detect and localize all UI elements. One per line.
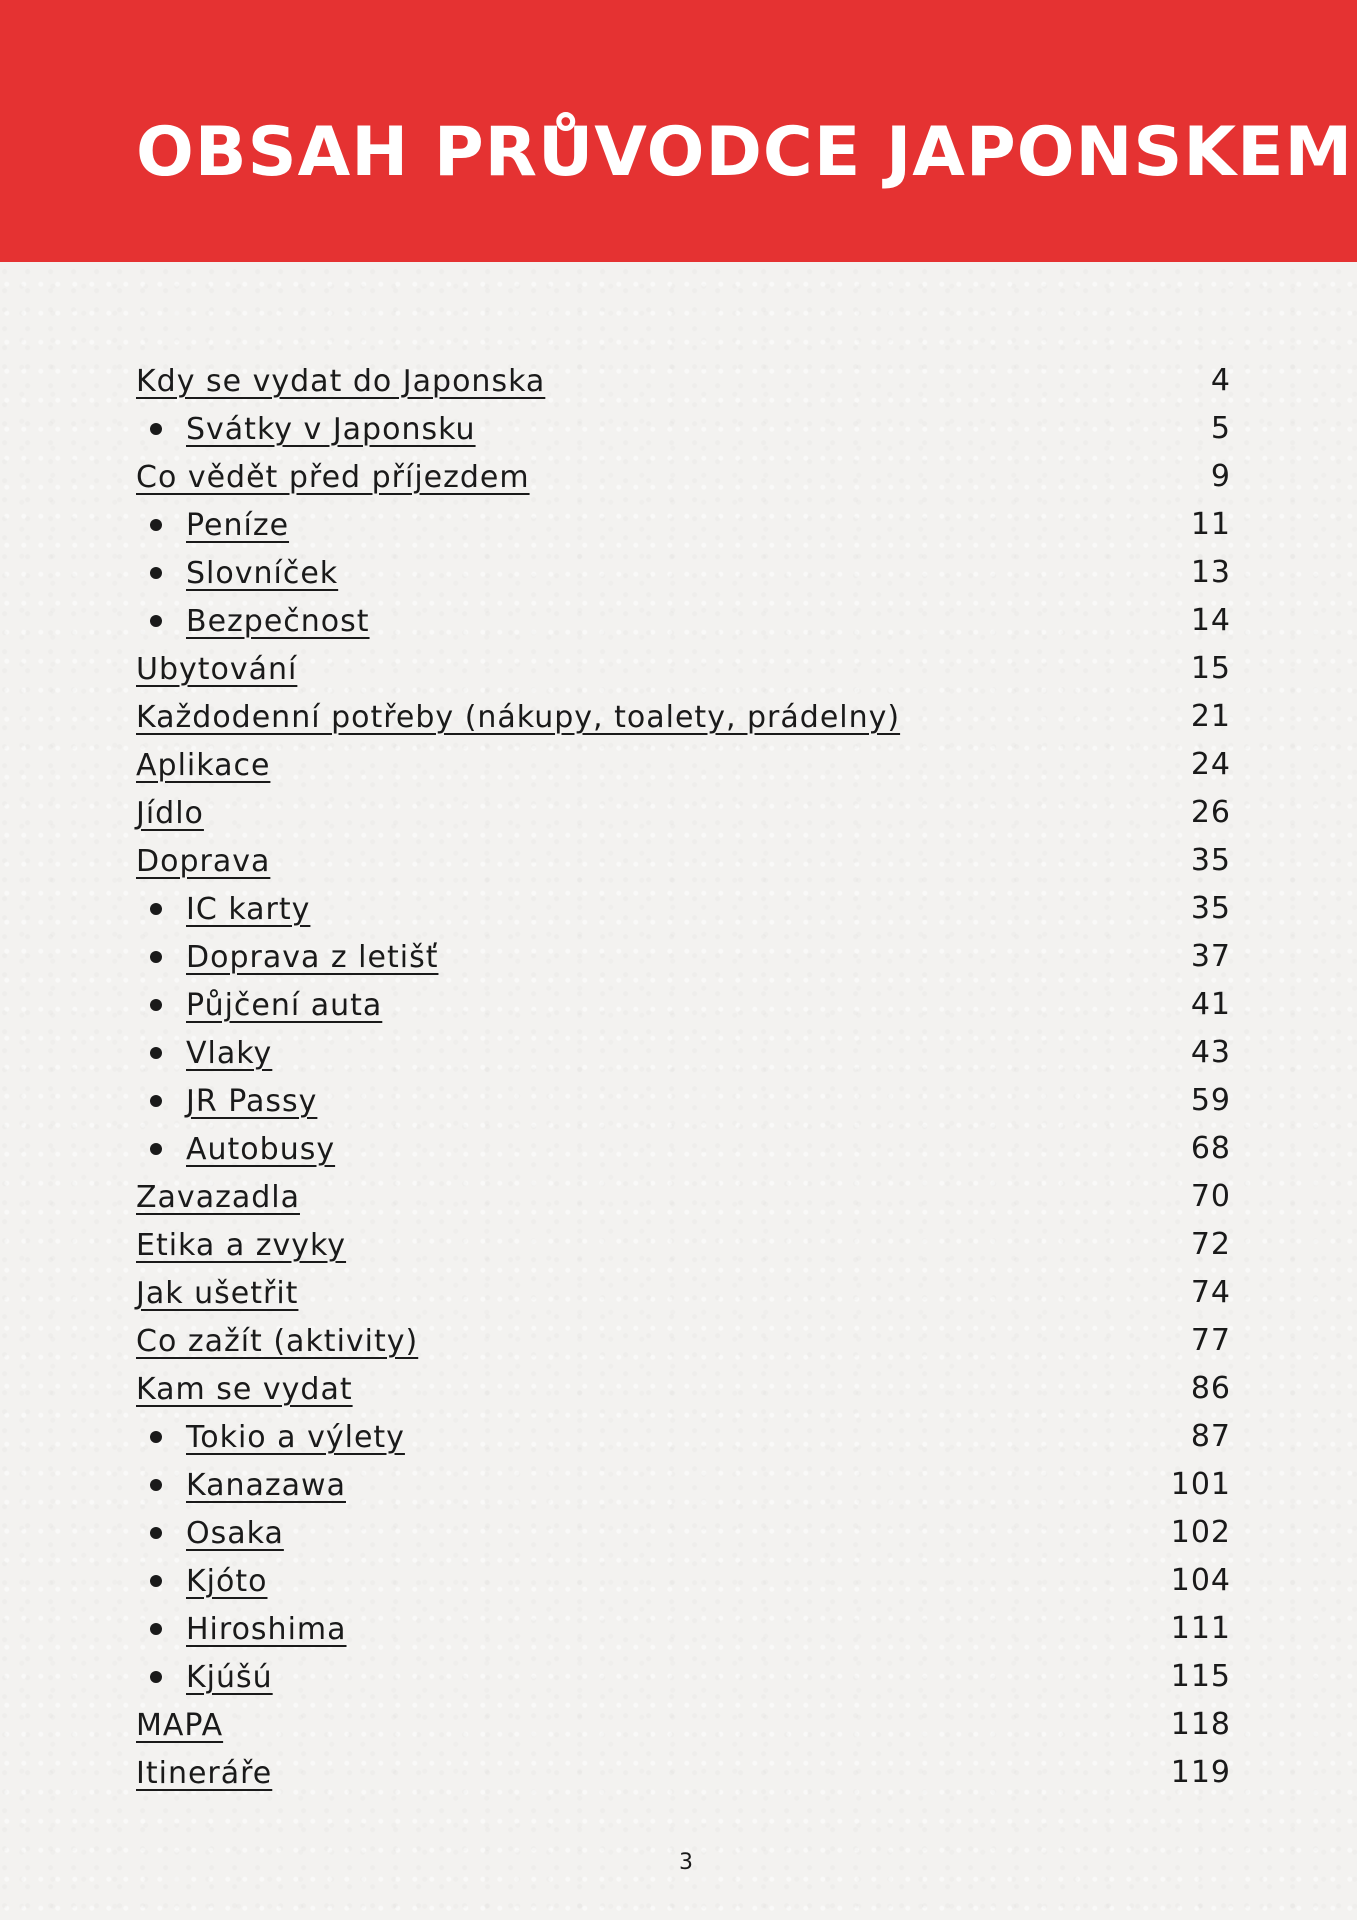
toc-page-number: 35: [1190, 891, 1231, 926]
toc-subentry: [136, 1605, 1231, 1653]
bullet-icon: [150, 999, 162, 1011]
toc-subentry: [136, 981, 1231, 1029]
toc-page-number: 86: [1190, 1371, 1231, 1406]
bullet-icon: [150, 1431, 162, 1443]
toc-link[interactable]: Aplikace: [136, 747, 271, 783]
toc-page-number: 104: [1170, 1563, 1231, 1598]
toc-entry: [136, 645, 1231, 693]
toc-link[interactable]: JR Passy: [186, 1083, 318, 1119]
toc-entry: [136, 357, 1231, 405]
toc-link[interactable]: Jídlo: [136, 795, 204, 831]
page-number: 3: [679, 1850, 693, 1875]
toc-entry: [136, 1365, 1231, 1413]
toc-page-number: 35: [1190, 843, 1231, 878]
toc-link[interactable]: Zavazadla: [136, 1179, 300, 1215]
toc-entry: [136, 693, 1231, 741]
toc-link[interactable]: Etika a zvyky: [136, 1227, 347, 1263]
toc-link[interactable]: Kam se vydat: [136, 1371, 353, 1407]
bullet-icon: [150, 951, 162, 963]
toc-link[interactable]: Co vědět před příjezdem: [136, 459, 530, 495]
toc-subentry: [136, 1413, 1231, 1461]
toc-link[interactable]: Půjčení auta: [186, 987, 383, 1023]
toc-link[interactable]: Co zažít (aktivity): [136, 1323, 419, 1359]
bullet-icon: [150, 1623, 162, 1635]
toc-subentry: [136, 885, 1231, 933]
toc-subentry: [136, 1125, 1231, 1173]
toc-entry: [136, 741, 1231, 789]
toc-entry: [136, 1173, 1231, 1221]
toc-page-number: 11: [1190, 507, 1231, 542]
toc-page-number: 111: [1170, 1611, 1231, 1646]
toc-entry: [136, 1221, 1231, 1269]
toc-subentry: [136, 1557, 1231, 1605]
toc-subentry: [136, 1077, 1231, 1125]
toc-link[interactable]: Doprava: [136, 843, 271, 879]
toc-link[interactable]: Každodenní potřeby (nákupy, toalety, prádelny): [136, 699, 901, 735]
bullet-icon: [150, 1143, 162, 1155]
toc-page-number: 74: [1190, 1275, 1231, 1310]
toc-page-number: 43: [1190, 1035, 1231, 1070]
toc-entry: [136, 1749, 1231, 1797]
toc-entry: [136, 453, 1231, 501]
toc-entry: [136, 789, 1231, 837]
toc-entry: [136, 837, 1231, 885]
toc-link[interactable]: Osaka: [186, 1515, 284, 1551]
toc-page-number: 70: [1190, 1179, 1231, 1214]
toc-page-number: 5: [1210, 411, 1231, 446]
toc-subentry: [136, 1509, 1231, 1557]
toc-link[interactable]: Tokio a výlety: [186, 1419, 405, 1455]
toc-link[interactable]: Hiroshima: [186, 1611, 347, 1647]
toc-subentry: [136, 1653, 1231, 1701]
toc-page-number: 68: [1190, 1131, 1231, 1166]
toc-page-number: 87: [1190, 1419, 1231, 1454]
toc-link[interactable]: IC karty: [186, 891, 311, 927]
toc-entry: [136, 1317, 1231, 1365]
header-band: [0, 0, 1357, 262]
toc-page-number: 115: [1170, 1659, 1231, 1694]
page-title: OBSAH PRŮVODCE JAPONSKEM: [136, 113, 1354, 192]
toc-page-number: 119: [1170, 1755, 1231, 1790]
toc-page-number: 26: [1190, 795, 1231, 830]
toc-subentry: [136, 1029, 1231, 1077]
toc-page-number: 59: [1190, 1083, 1231, 1118]
toc-subentry: [136, 597, 1231, 645]
table-of-contents: [136, 357, 1231, 1797]
toc-link[interactable]: Kjúšú: [186, 1659, 273, 1695]
toc-page-number: 15: [1190, 651, 1231, 686]
toc-page-number: 118: [1170, 1707, 1231, 1742]
bullet-icon: [150, 1047, 162, 1059]
bullet-icon: [150, 567, 162, 579]
toc-link[interactable]: Doprava z letišť: [186, 939, 439, 975]
toc-entry: [136, 1701, 1231, 1749]
bullet-icon: [150, 1575, 162, 1587]
toc-link[interactable]: Itineráře: [136, 1755, 273, 1791]
toc-link[interactable]: MAPA: [136, 1707, 224, 1743]
toc-subentry: [136, 501, 1231, 549]
toc-page-number: 9: [1210, 459, 1231, 494]
toc-page-number: 37: [1190, 939, 1231, 974]
toc-entry: [136, 1269, 1231, 1317]
toc-link[interactable]: Slovníček: [186, 555, 339, 591]
toc-subentry: [136, 405, 1231, 453]
toc-link[interactable]: Svátky v Japonsku: [186, 411, 476, 447]
toc-link[interactable]: Vlaky: [186, 1035, 273, 1071]
toc-page-number: 101: [1170, 1467, 1231, 1502]
bullet-icon: [150, 423, 162, 435]
toc-link[interactable]: Jak ušetřit: [136, 1275, 299, 1311]
bullet-icon: [150, 1527, 162, 1539]
bullet-icon: [150, 519, 162, 531]
bullet-icon: [150, 1671, 162, 1683]
toc-subentry: [136, 549, 1231, 597]
toc-subentry: [136, 933, 1231, 981]
toc-link[interactable]: Autobusy: [186, 1131, 336, 1167]
toc-link[interactable]: Kanazawa: [186, 1467, 346, 1503]
toc-link[interactable]: Peníze: [186, 507, 290, 543]
toc-link[interactable]: Bezpečnost: [186, 603, 370, 639]
toc-page-number: 77: [1190, 1323, 1231, 1358]
toc-link[interactable]: Kjóto: [186, 1563, 268, 1599]
toc-link[interactable]: Kdy se vydat do Japonska: [136, 363, 546, 399]
toc-page-number: 102: [1170, 1515, 1231, 1550]
bullet-icon: [150, 903, 162, 915]
toc-link[interactable]: Ubytování: [136, 651, 298, 687]
toc-page-number: 24: [1190, 747, 1231, 782]
toc-page-number: 13: [1190, 555, 1231, 590]
bullet-icon: [150, 1095, 162, 1107]
toc-page-number: 72: [1190, 1227, 1231, 1262]
toc-page-number: 14: [1190, 603, 1231, 638]
bullet-icon: [150, 1479, 162, 1491]
toc-page-number: 41: [1190, 987, 1231, 1022]
toc-page-number: 21: [1190, 699, 1231, 734]
toc-page-number: 4: [1210, 363, 1231, 398]
bullet-icon: [150, 615, 162, 627]
toc-subentry: [136, 1461, 1231, 1509]
